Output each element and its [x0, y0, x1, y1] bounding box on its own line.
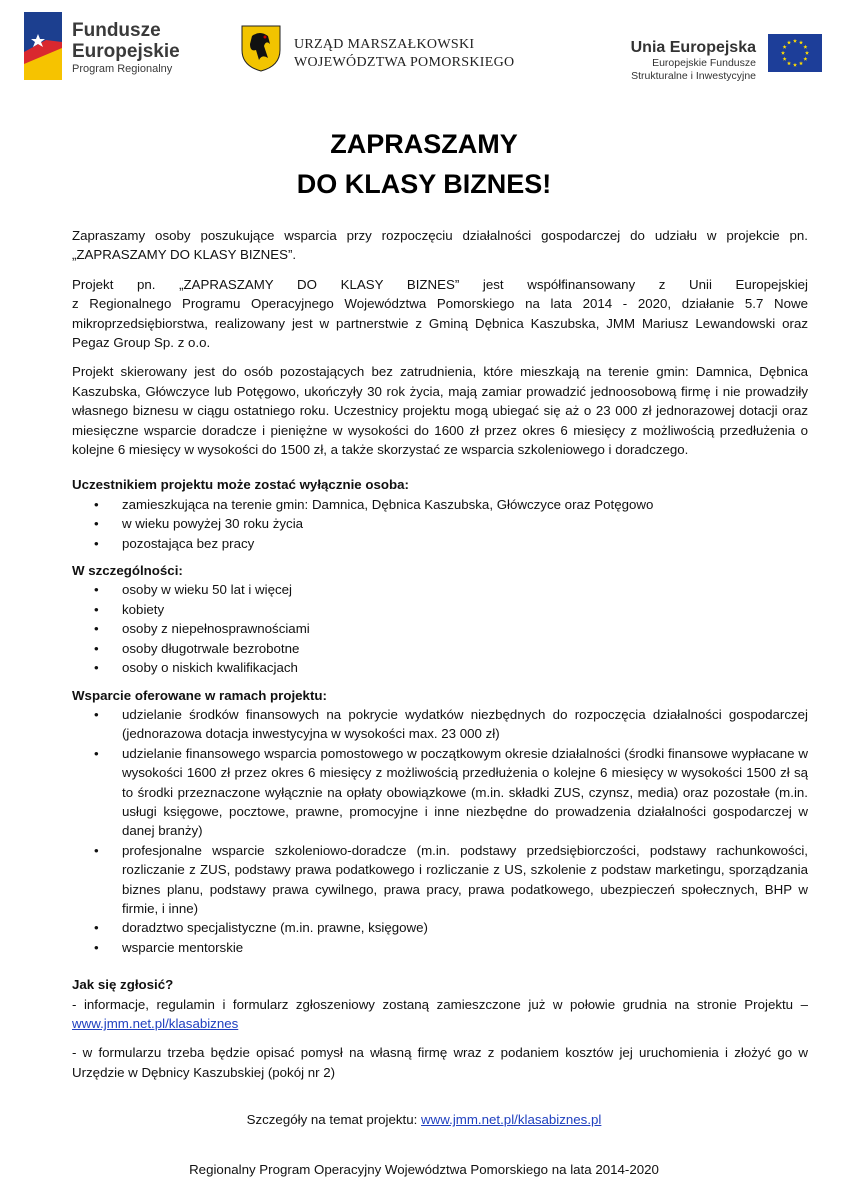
logo-bar: [0, 10, 848, 90]
support-item: • udzielanie finansowego wsparcia pomostowego w początkowym okresie działalności (środki finansowe wypłacane w wysokości 1600 zł przez okres 6 miesięcy z możliwością przedłużenia o kolejne 6 miesięcy w wysokości 1500 zł są to środki przeznaczone wyłącznie na opłaty obowiązkowe (m.in. składki ZUS, czynsz, media) oraz pozostałe (m.in. usługi księgowe, pocztowe, prawne, promocyjne i inne niezbędne do prowadzenia działalności gospodarczej w danej branży): [72, 744, 808, 841]
um-line1: URZĄD MARSZAŁKOWSKI: [294, 37, 475, 52]
fe-line1: Fundusze: [72, 20, 161, 41]
support-item: • udzielanie środków finansowych na pokrycie wydatków niezbędnych do rozpoczęcia działalności gospodarczej (jednorazowa dotacja inwestycyjna w wysokości max. 23 000 zł): [72, 705, 808, 744]
project-website-link[interactable]: www.jmm.net.pl/klasabiznes: [72, 1016, 239, 1032]
apply-line-2: - w formularzu trzeba będzie opisać pomysł na własną firmę wraz z podaniem kosztów jej uruchomienia i złożyć go w Urzędzie w Dębnicy Kaszubskiej (pokój nr 2): [72, 1045, 808, 1080]
griffin-crest-icon: [240, 24, 282, 72]
particular-list: [72, 580, 808, 677]
particular-item: • osoby z niepełnosprawnościami: [72, 619, 808, 638]
particular-item: • osoby długotrwale bezrobotne: [72, 639, 808, 658]
ue-line1: Unia Europejska: [630, 39, 756, 56]
particular-item: • osoby w wieku 50 lat i więcej: [72, 580, 808, 599]
ue-line2: Europejskie Fundusze: [652, 57, 756, 69]
fe-line2: Europejskie: [72, 41, 180, 62]
urzad-marszalkowski-text: [294, 36, 514, 72]
support-heading: Wsparcie oferowane w ramach projektu:: [72, 687, 327, 703]
apply-line-1: [72, 995, 808, 1034]
intro-paragraph-2-first-line: Projekt pn. „ZAPRASZAMY DO KLASY BIZNES” jest współfinansowany z Unii Europejskiej: [72, 276, 808, 292]
details-website-link[interactable]: www.jmm.net.pl/klasabiznes.pl: [421, 1112, 602, 1127]
unia-europejska-text: [572, 38, 756, 83]
eu-flag-icon: [768, 34, 822, 72]
particular-heading: W szczególności:: [72, 563, 183, 579]
support-item: • profesjonalne wsparcie szkoleniowo-doradcze (m.in. podstawy przedsiębiorczości, podstawy rachunkowości, rozliczanie z ZUS, podstawy prawa podatkowego i rozliczanie z US, szkolenie z podstaw marketingu, sporządzania biznes planu, podstawy prawa cywilnego, prawa pracy, prawa podatkowego, ubezpieczeń społecznych, BHP w firmie, i inne): [72, 841, 808, 919]
apply-heading: Jak się zgłosić?: [72, 977, 174, 993]
particular-item: • kobiety: [72, 600, 808, 619]
details-label: Szczegóły na temat projektu:: [246, 1112, 418, 1127]
support-item: • doradztwo specjalistyczne (m.in. prawne, księgowe): [72, 918, 808, 937]
fe-line3: Program Regionalny: [72, 63, 173, 75]
participants-item: • pozostająca bez pracy: [72, 534, 808, 553]
support-item: • wsparcie mentorskie: [72, 938, 808, 957]
fundusze-europejskie-emblem-icon: [24, 12, 62, 80]
title-line1: ZAPRASZAMY: [330, 129, 518, 159]
participants-heading: Uczestnikiem projektu może zostać wyłącznie osoba:: [72, 477, 409, 493]
footer-details: [0, 1112, 848, 1127]
participants-item: • w wieku powyżej 30 roku życia: [72, 514, 808, 533]
particular-item: • osoby o niskich kwalifikacjach: [72, 658, 808, 677]
document-body: [72, 226, 808, 1082]
participants-item: • zamieszkująca na terenie gmin: Damnica, Dębnica Kaszubska, Główczyce oraz Potęgowo: [72, 495, 808, 514]
intro-paragraph-3: Projekt skierowany jest do osób pozostających bez zatrudnienia, które mieszkają na terenie gmin: Damnica, Dębnica Kaszubska, Główczyce lub Potęgowo, ukończyły 30 rok życia, mają zamiar prowadzić jednoosobową firmę i nie prowadziły własnego biznesu w ciągu ostatniego roku. Uczestnicy projektu mogą ubiegać się aż o 23 000 zł jednorazowej dotacji oraz miesięczne wsparcie doradcze i pieniężne w wysokości do 1600 zł przez okres 6 miesięcy z możliwością przedłużenia o kolejne 6 miesięcy w wysokości do 1500 zł, a także skorzystać ze wsparcia szkoleniowego i doradczego.: [72, 364, 808, 458]
um-line2: WOJEWÓDZTWA POMORSKIEGO: [294, 55, 515, 70]
support-list: [72, 705, 808, 957]
intro-paragraph-2: z Regionalnego Programu Operacyjnego Województwa Pomorskiego na lata 2014 - 2020, działanie 5.7 Nowe mikroprzedsiębiorstwa, realizowany jest w partnerstwie z Gminą Dębnica Kaszubska, JMM Mariusz Lewandowski oraz Pegaz Group Sp. z o.o.: [72, 296, 808, 351]
fundusze-europejskie-text: [72, 20, 180, 76]
intro-paragraph-1: Zapraszamy osoby poszukujące wsparcia przy rozpoczęciu działalności gospodarczej do udziału w projekcie pn. „ZAPRASZAMY DO KLASY BIZNES”.: [72, 228, 808, 263]
page-title: [0, 124, 848, 204]
apply-line-1-text: - informacje, regulamin i formularz zgłoszeniowy zostaną zamieszczone już w połowie grudnia na stronie Projektu –: [72, 996, 808, 1012]
title-line2: DO KLASY BIZNES!: [296, 169, 552, 199]
participants-list: [72, 495, 808, 553]
footer-program: Regionalny Program Operacyjny Województwa Pomorskiego na lata 2014-2020: [189, 1162, 659, 1177]
ue-line3: Strukturalne i Inwestycyjne: [631, 70, 756, 82]
